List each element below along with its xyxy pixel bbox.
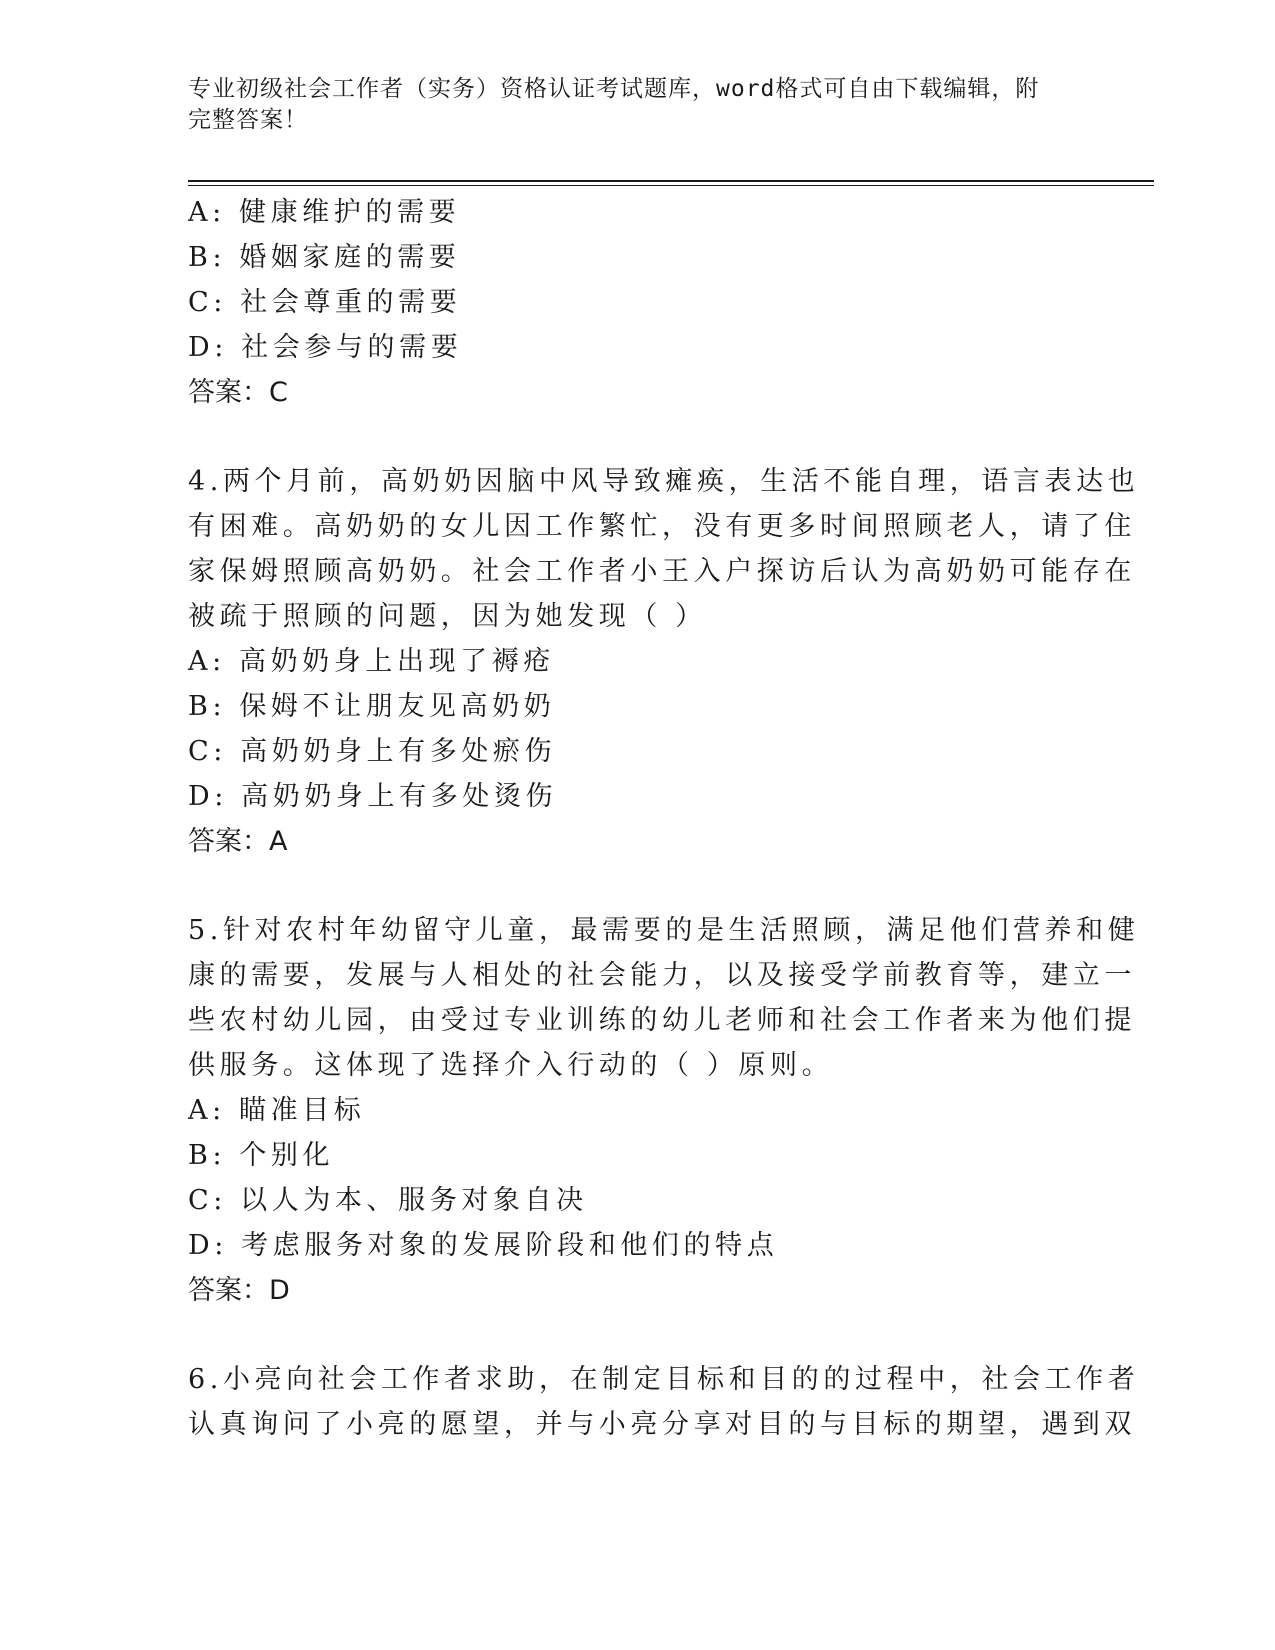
q3-option-c: C: 社会尊重的需要 <box>188 287 462 318</box>
document-header <box>188 74 1068 136</box>
header-divider-thin <box>188 185 1154 186</box>
q5-stem-line-1: 5.针对农村年幼留守儿童，最需要的是生活照顾，满足他们营养和健 <box>188 915 1140 946</box>
q4-stem-line-3: 家保姆照顾高奶奶。社会工作者小王入户探访后认为高奶奶可能存在 <box>188 556 1136 587</box>
q4-stem-line-1: 4.两个月前，高奶奶因脑中风导致瘫痪，生活不能自理，语言表达也 <box>188 466 1140 497</box>
q4-stem-line-2: 有困难。高奶奶的女儿因工作繁忙，没有更多时间照顾老人，请了住 <box>188 511 1136 542</box>
q4-stem-line-4: 被疏于照顾的问题，因为她发现（ ） <box>188 601 707 632</box>
q6-stem-line-1: 6.小亮向社会工作者求助，在制定目标和目的的过程中，社会工作者 <box>188 1364 1140 1395</box>
q5-stem-line-3: 些农村幼儿园，由受过专业训练的幼儿老师和社会工作者来为他们提 <box>188 1005 1136 1036</box>
q3-option-b: B: 婚姻家庭的需要 <box>188 242 461 273</box>
q4-option-a: A: 高奶奶身上出现了褥疮 <box>188 646 555 677</box>
q3-option-a: A: 健康维护的需要 <box>188 197 461 228</box>
header-divider <box>188 180 1154 182</box>
q5-stem-line-2: 康的需要，发展与人相处的社会能力，以及接受学前教育等，建立一 <box>188 960 1136 991</box>
q5-option-d: D: 考虑服务对象的发展阶段和他们的特点 <box>188 1230 779 1261</box>
q4-answer: 答案：A <box>188 826 288 857</box>
q4-option-b: B: 保姆不让朋友见高奶奶 <box>188 691 556 722</box>
header-line-2: 完整答案！ <box>188 107 308 133</box>
q5-stem-line-4: 供服务。这体现了选择介入行动的（ ）原则。 <box>188 1050 834 1081</box>
q4-option-c: C: 高奶奶身上有多处瘀伤 <box>188 736 557 767</box>
header-line-1: 专业初级社会工作者（实务）资格认证考试题库，word格式可自由下载编辑，附 <box>188 76 1040 102</box>
q5-option-b: B: 个别化 <box>188 1140 335 1171</box>
q3-answer: 答案：C <box>188 377 288 408</box>
q5-answer: 答案：D <box>188 1275 290 1306</box>
q6-stem-line-2: 认真询问了小亮的愿望，并与小亮分享对目的与目标的期望，遇到双 <box>188 1409 1136 1440</box>
q5-option-a: A: 瞄准目标 <box>188 1095 366 1126</box>
q5-option-c: C: 以人为本、服务对象自决 <box>188 1185 588 1216</box>
q4-option-d: D: 高奶奶身上有多处烫伤 <box>188 781 558 812</box>
q3-option-d: D: 社会参与的需要 <box>188 332 463 363</box>
